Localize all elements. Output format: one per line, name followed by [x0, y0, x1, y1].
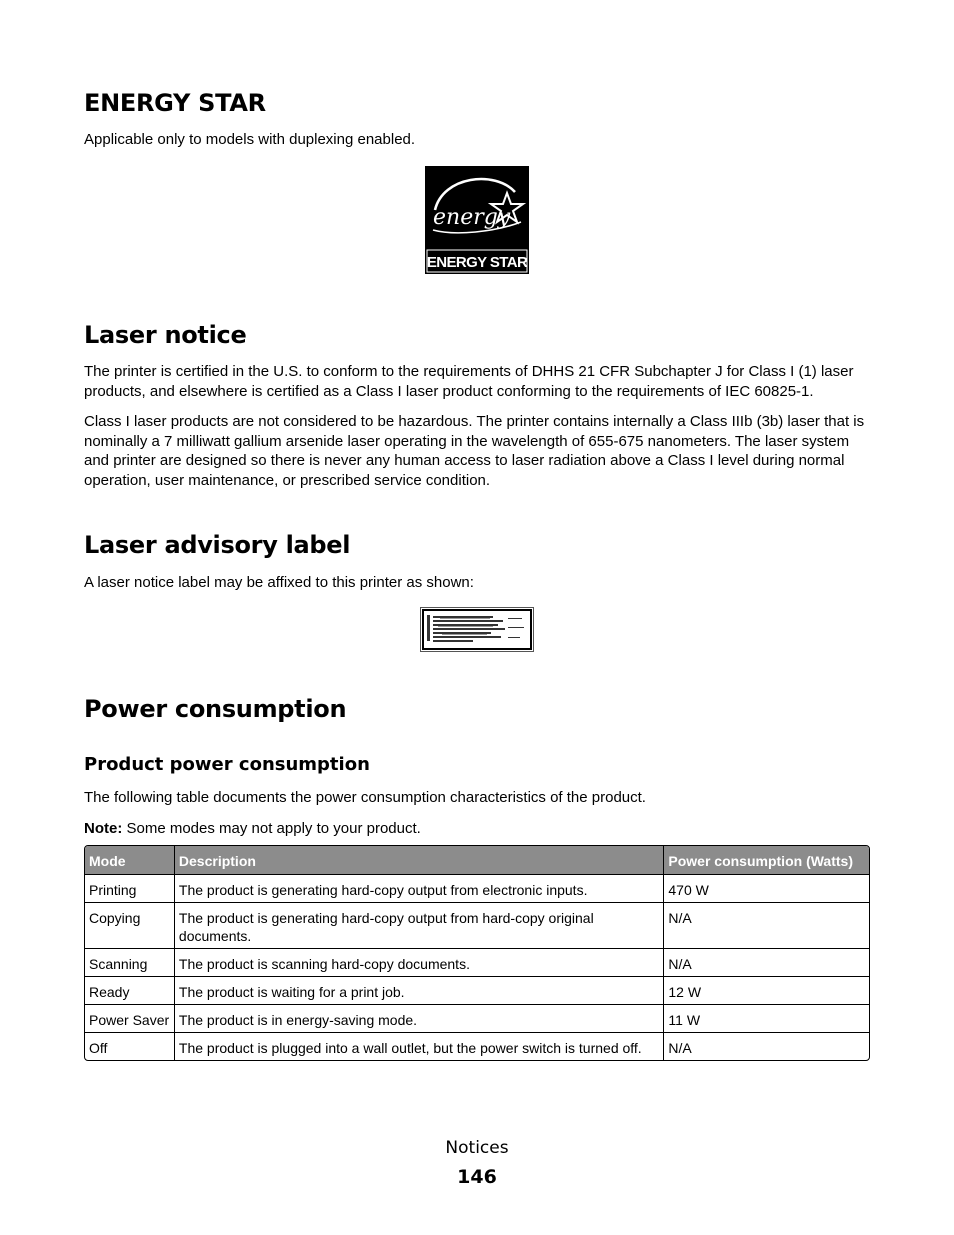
header-power: Power consumption (Watts): [664, 846, 869, 875]
power-consumption-heading: Power consumption: [84, 695, 347, 723]
power-note: [84, 819, 870, 839]
cell-mode: Ready: [85, 977, 175, 1005]
laser-notice-para2: Class I laser products are not considered to be hazardous. The printer contains internally a Class IIIb (3b) laser that is nominally a 7 milliwatt gallium arsenide laser operating in the wavelength of 655-675 nanometers. The laser system and printer are designed so there is never any human access to laser radiation above a Class I level during normal operation, user maintenance, or prescribed service condition.: [84, 413, 865, 489]
power-note-label: Note:: [84, 820, 123, 837]
page-number: 146: [457, 1166, 497, 1188]
cell-description: The product is scanning hard-copy documents.: [175, 949, 664, 977]
cell-mode: Scanning: [85, 949, 175, 977]
cell-description: The product is generating hard-copy output from electronic inputs.: [175, 875, 664, 903]
cell-description: The product is generating hard-copy output from hard-copy original documents.: [175, 903, 664, 949]
cell-power: 470 W: [664, 875, 869, 903]
cell-power: N/A: [668, 1040, 692, 1056]
laser-advisory-heading: Laser advisory label: [84, 531, 351, 559]
power-consumption-table: [84, 845, 870, 1061]
footer-section-title: Notices: [445, 1138, 509, 1158]
cell-mode: Printing: [85, 875, 175, 903]
energy-star-text: Applicable only to models with duplexing enabled.: [84, 131, 416, 148]
laser-notice-para1: The printer is certified in the U.S. to conform to the requirements of DHHS 21 CFR Subchapter J for Class I (1) laser products, and elsewhere is certified as a Class I laser product conforming to the requirements of IEC 60825-1.: [84, 363, 854, 400]
laser-advisory-text: A laser notice label may be affixed to this printer as shown:: [84, 574, 474, 591]
table-row: [85, 1005, 869, 1033]
table-row: [85, 977, 869, 1005]
cell-power: N/A: [664, 903, 869, 949]
cell-power: 11 W: [664, 1005, 869, 1033]
energy-star-logo-script: energy: [433, 205, 511, 230]
cell-description: The product is plugged into a wall outlet, but the power switch is turned off.: [175, 1033, 664, 1060]
laser-notice-label-image: [420, 607, 534, 657]
header-description: Description: [175, 846, 664, 875]
cell-power: N/A: [664, 949, 869, 977]
table-row: [85, 903, 869, 949]
table-row: [85, 1033, 869, 1060]
product-power-subheading: Product power consumption: [84, 754, 370, 775]
energy-star-heading: ENERGY STAR: [84, 89, 266, 117]
cell-description: The product is waiting for a print job.: [175, 977, 664, 1005]
energy-star-logo-label: ENERGY STAR: [426, 254, 528, 271]
power-consumption-text: The following table documents the power consumption characteristics of the product.: [84, 789, 646, 806]
cell-mode: Copying: [85, 903, 175, 949]
table-row: [85, 949, 869, 977]
header-mode: Mode: [85, 846, 175, 875]
table-header-row: [85, 846, 869, 875]
cell-mode: Power Saver: [85, 1005, 175, 1033]
energy-star-logo: [425, 166, 529, 279]
power-note-text: Some modes may not apply to your product.: [122, 820, 421, 837]
cell-mode: Off: [85, 1033, 175, 1060]
table-row: [85, 875, 869, 903]
cell-description: The product is in energy-saving mode.: [175, 1005, 664, 1033]
laser-notice-heading: Laser notice: [84, 321, 247, 349]
cell-power: 12 W: [664, 977, 869, 1005]
